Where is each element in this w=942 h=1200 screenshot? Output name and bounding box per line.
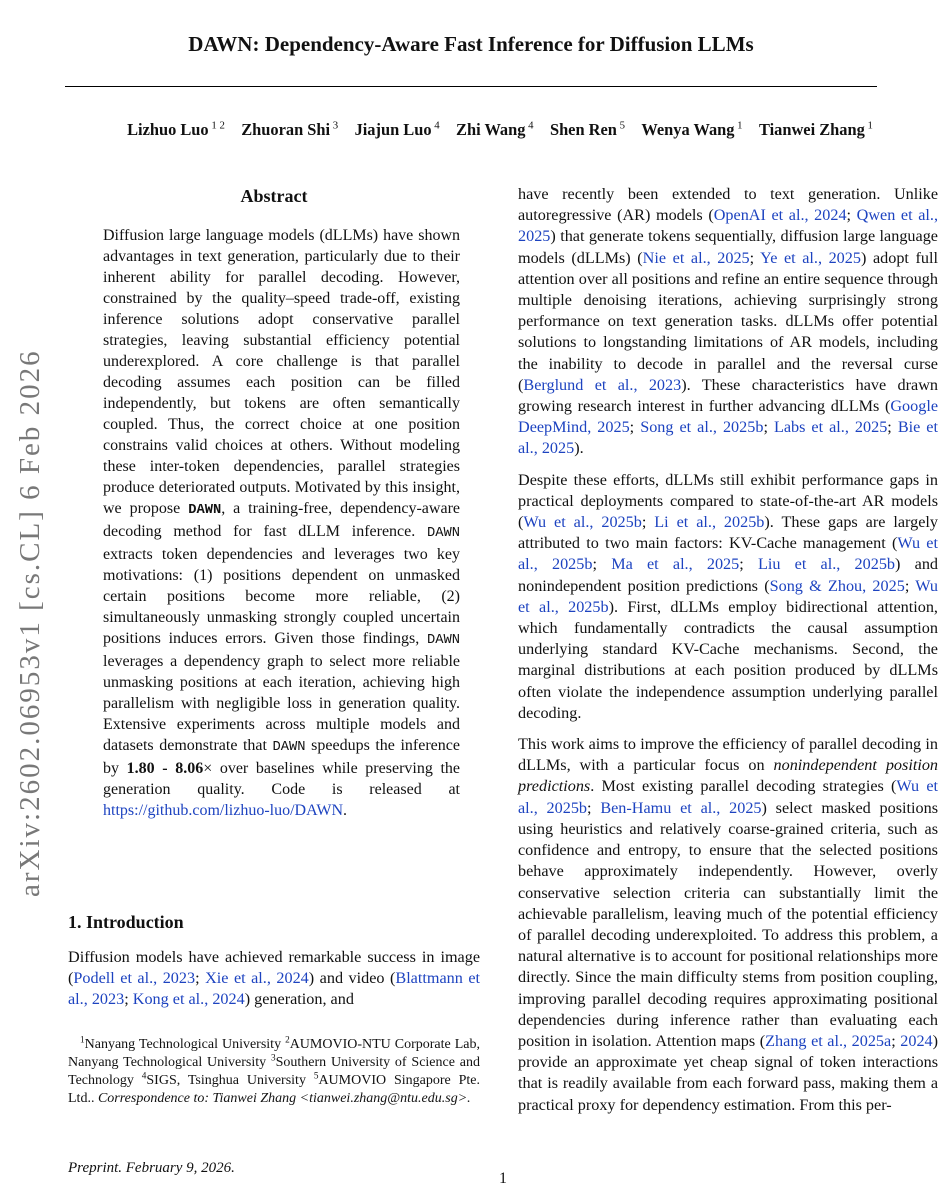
text-segment: Tianwei Zhang (758, 120, 865, 139)
text-segment: Zhuoran Shi (241, 120, 331, 139)
text-segment: . Most existing parallel decoding strategies ( (590, 777, 897, 796)
text-segment: ) adopt full attention over all positions and refine an entire sequence through multiple denoising iterations, achieving surprisingly strong performance on text generation tasks. dLLMs offer potential solutions to longstanding limitations of AR models, including the inability to decode in parallel and the reversal curse ( (518, 248, 938, 394)
text-segment: . (343, 802, 348, 819)
text-segment (338, 120, 354, 139)
text-segment (225, 120, 241, 139)
text-segment: Zhi Wang (456, 120, 526, 139)
citation-link[interactable]: Ben-Hamu et al., 2025 (600, 798, 762, 817)
text-segment: SIGS, Tsinghua University (146, 1073, 314, 1088)
text-segment: ) generation, and (244, 990, 354, 1009)
arxiv-watermark: arXiv:2602.06953v1 [cs.CL] 6 Feb 2026 (14, 349, 46, 897)
citation-link[interactable]: Wu et al., 2025b (518, 534, 938, 574)
right-column (518, 184, 938, 1126)
citation-link[interactable]: Wu et al., 2025b (518, 576, 938, 616)
text-segment: 3 (270, 1052, 276, 1063)
preprint-note: Preprint. February 9, 2026. (68, 1160, 235, 1176)
text-segment: ). These characteristics have drawn growing research interest in further advancing dLLMs ( (518, 375, 938, 416)
text-segment: 4 (431, 119, 440, 132)
text-segment (440, 120, 456, 139)
page-number: 1 (499, 1170, 507, 1187)
text-segment (534, 120, 550, 139)
citation-link[interactable]: Xie et al., 2024 (205, 969, 309, 988)
text-segment: 2 (285, 1034, 290, 1045)
citation-link[interactable]: Blattmann et al., 2023 (68, 969, 481, 1009)
text-segment: have recently been extended to text generation. Unlike autoregressive (AR) models ( (518, 185, 938, 225)
citation-link[interactable]: Qwen et al., 2025 (518, 206, 938, 246)
text-segment: ; (592, 555, 612, 574)
introduction-section (68, 912, 480, 1021)
citation-link[interactable]: Nie et al., 2025 (642, 248, 750, 267)
citation-link[interactable]: Ye et al., 2025 (760, 248, 861, 267)
text-segment: 1 (864, 119, 873, 132)
text-segment: ) and video ( (308, 969, 396, 988)
text-segment: Shen Ren (549, 120, 617, 139)
text-segment: DAWN (426, 633, 460, 648)
text-segment: Wenya Wang (641, 120, 735, 139)
text-segment: ; (891, 1031, 901, 1050)
paper-title: DAWN: Dependency-Aware Fast Inference for Diffusion LLMs (188, 32, 754, 56)
citation-link[interactable]: OpenAI et al., 2024 (713, 206, 847, 225)
text-segment: ). (574, 439, 584, 458)
text-segment: 1 (80, 1034, 85, 1045)
citation-link[interactable]: Berglund et al., 2023 (523, 375, 682, 394)
text-segment: ). These gaps are largely attributed to two main factors: KV-Cache management ( (518, 513, 938, 553)
text-segment: ; (739, 555, 758, 574)
body-paragraph (518, 184, 938, 460)
text-segment: leverages a dependency graph to select more reliable unmasking positions at each iteration, achieving high parallelism with negligible loss in generation quality. Extensive experiments across multiple models and datasets demonstrate that (103, 653, 460, 754)
text-segment: ; (629, 418, 641, 437)
citation-link[interactable]: Wu et al., 2025b (518, 777, 939, 817)
title-rule (65, 86, 877, 87)
text-segment: Diffusion large language models (dLLMs) have shown advantages in text generation, particularly due to their inherent ability for parallel decoding. However, constrained by the quality–speed trade-off, existing inference solutions adopt conservative parallel strategies, leaving substantial efficiency potential underexplored. A core challenge is that parallel decoding assumes each position can be filled independently, but tokens are often semantically coupled. Thus, the correct choice at one position constrains valid choices at others. Without modeling these inter-token dependencies, parallel strategies produce deteriorated outputs. Motivated by this insight, we propose (103, 227, 460, 517)
text-segment: 5 (313, 1070, 319, 1081)
text-segment: ; (195, 969, 206, 988)
text-segment: ; (763, 418, 774, 437)
text-segment: ; (887, 418, 898, 437)
citation-link[interactable]: Zhang et al., 2025a (765, 1031, 892, 1050)
citation-link[interactable]: Song & Zhou, 2025 (769, 576, 905, 595)
text-segment: ; (587, 798, 601, 817)
text-segment: This work aims to improve the efficiency of parallel decoding in dLLMs, with a particular focus on (518, 735, 938, 775)
text-segment: AUMOVIO-NTU Corporate Lab, Nanyang Technological University (68, 1037, 480, 1070)
text-segment: Southern University of Science and Technology (68, 1055, 480, 1088)
text-segment: 5 (616, 119, 626, 132)
text-segment: Jiajun Luo (354, 120, 432, 139)
text-segment: 1 2 (208, 119, 225, 132)
text-segment: × over baselines while preserving the generation quality. Code is released at (103, 760, 460, 798)
introduction-paragraph (68, 947, 480, 1011)
text-segment: extracts token dependencies and leverages two key motivations: (1) positions dependent on unmasked certain positions become more reliable, (2) simultaneously unmasking strongly coupled uncertain positions induces errors. Given those findings, (103, 546, 460, 647)
text-segment: 4 (141, 1070, 147, 1081)
text-segment: 4 (525, 119, 534, 132)
text-segment: Diffusion models have achieved remarkable success in image ( (68, 948, 480, 988)
text-segment: speedups the inference by (103, 737, 460, 777)
citation-link[interactable]: Li et al., 2025b (654, 513, 765, 532)
body-paragraph (518, 734, 938, 1116)
citation-link[interactable]: Google DeepMind, 2025 (518, 397, 938, 437)
text-segment: DAWN (272, 740, 306, 755)
text-segment: DAWN (426, 526, 460, 541)
citation-link[interactable]: Wu et al., 2025b (523, 513, 642, 532)
text-segment: ) that generate tokens sequentially, diffusion large language models (dLLMs) ( (518, 227, 938, 267)
affiliation-footnote (68, 1036, 480, 1108)
text-segment: 1 (734, 119, 743, 132)
text-segment: Correspondence to: Tianwei Zhang <tianwei.zhang@ntu.edu.sg>. (97, 1091, 471, 1106)
citation-link[interactable]: Bie et al., 2025 (518, 418, 938, 458)
text-segment: ; (904, 576, 916, 595)
citation-link[interactable]: Song et al., 2025b (640, 418, 764, 437)
text-segment: , a training-free, dependency-aware decoding method for fast dLLM inference. (103, 500, 460, 540)
text-segment: ) and nonindependent position predictions ( (518, 555, 939, 595)
section-heading-introduction: 1. Introduction (68, 912, 184, 932)
authors-line (60, 120, 940, 140)
text-segment: ; (749, 248, 761, 267)
text-segment (625, 120, 641, 139)
text-segment: 1.80 - 8.06 (126, 760, 204, 777)
text-segment: ; (641, 513, 655, 532)
text-segment: 3 (330, 119, 339, 132)
text-segment: Lizhuo Luo (127, 120, 209, 139)
citation-link[interactable]: Labs et al., 2025 (773, 418, 888, 437)
citation-link[interactable]: Ma et al., 2025 (611, 555, 740, 574)
citation-link[interactable]: 2024 (900, 1031, 933, 1050)
text-segment: ; (846, 206, 857, 225)
text-segment: nonindependent position predictions (518, 756, 939, 796)
text-segment: ). First, dLLMs employ bidirectional attention, which fundamentally contradicts the causal assumption underlying standard KV-Cache mechanisms. Second, the marginal distributions at each position produced by dLLMs often violate the independence assumption underlying parallel decoding. (518, 597, 938, 722)
abstract-paragraph (68, 225, 480, 821)
text-segment: ; (124, 990, 133, 1009)
text-segment: DAWN (188, 503, 222, 518)
text-segment: ) select masked positions using heuristics and relatively coarse-grained criteria, such as confidence and entropy, to ensure that the selected positions behave approximately independently. However, overly conservative selection criteria can substantially limit the achievable parallelism, leaving much of the potential efficiency of parallel decoding underexploited. To address this problem, a natural alternative is to account for positional relationships more directly. Since the main difficulty stems from position coupling, improving parallel decoding requires approximating positional dependencies during inference rather than evaluating each position in isolation. Attention maps ( (518, 798, 939, 1050)
citation-link[interactable]: Kong et al., 2024 (132, 990, 245, 1009)
abstract-heading: Abstract (240, 186, 308, 206)
text-segment (743, 120, 759, 139)
body-paragraph (518, 470, 938, 724)
text-segment: Nanyang Technological University (84, 1037, 286, 1052)
left-column (68, 186, 480, 821)
citation-link[interactable]: Podell et al., 2023 (73, 969, 196, 988)
citation-link[interactable]: https://github.com/lizhuo-luo/DAWN (103, 802, 344, 819)
text-segment: AUMOVIO Singapore Pte. Ltd.. (68, 1073, 480, 1106)
text-segment: ) provide an approximate yet cheap signal of token interactions that is readily available from each forward pass, making them a practical proxy for dependency estimation. From this per- (518, 1031, 939, 1114)
text-segment: Despite these efforts, dLLMs still exhibit performance gaps in practical deployments compared to state-of-the-art AR models ( (518, 470, 938, 532)
citation-link[interactable]: Liu et al., 2025b (757, 555, 896, 574)
